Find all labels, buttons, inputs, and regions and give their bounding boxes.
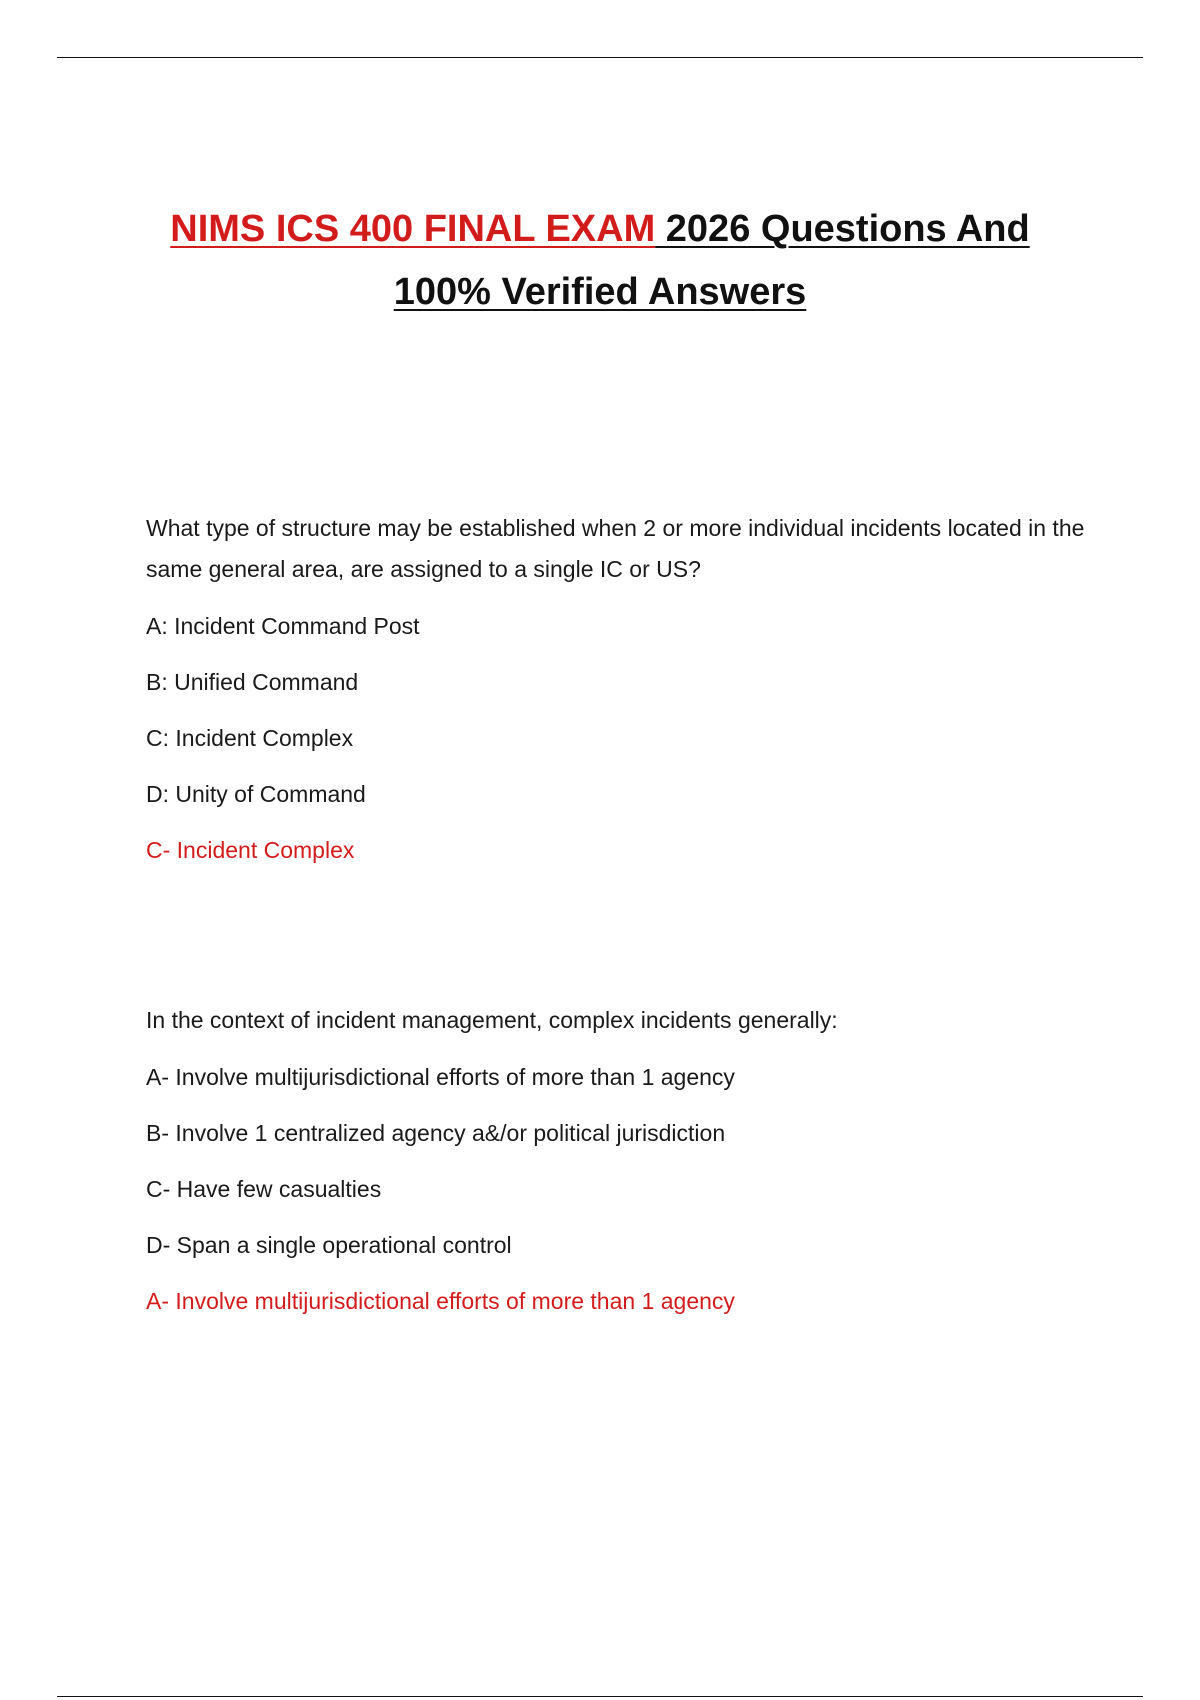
option-d: D- Span a single operational control [146,1232,512,1258]
question-block-1 [146,508,1096,871]
question-text: What type of structure may be established when 2 or more individual incidents located in the same general area, are assigned to a single IC or US? [146,515,1085,582]
title-black-part: 2026 Questions And [655,208,1030,250]
title-second-line: 100% Verified Answers [393,271,807,313]
top-horizontal-rule [57,57,1143,58]
answer-text: C- Incident Complex [146,837,355,863]
option-c: C- Have few casualties [146,1176,382,1202]
title-red-part: NIMS ICS 400 FINAL EXAM [170,208,656,250]
option-a: A- Involve multijurisdictional efforts of more than 1 agency [146,1064,735,1090]
option-b: B: Unified Command [146,669,359,695]
option-a: A: Incident Command Post [146,613,420,639]
document-title [100,198,1100,324]
answer-text: A- Involve multijurisdictional efforts of more than 1 agency [146,1288,735,1314]
option-c: C: Incident Complex [146,725,354,751]
question-block-2 [146,1000,1096,1322]
option-d: D: Unity of Command [146,781,366,807]
option-b: B- Involve 1 centralized agency a&/or political jurisdiction [146,1120,726,1146]
question-text: In the context of incident management, complex incidents generally: [146,1007,838,1033]
bottom-horizontal-rule [57,1696,1143,1697]
